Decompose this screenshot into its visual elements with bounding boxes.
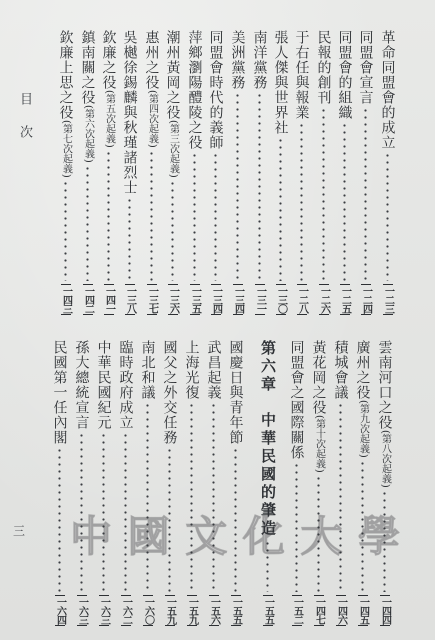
entry-page: 一四四: [379, 597, 391, 624]
entry-title: 欽廉上思之役: [57, 30, 74, 120]
chapter-page: 一五五: [262, 597, 274, 624]
entry-note: (第八次起義): [379, 430, 391, 488]
dot-leader: [107, 150, 110, 281]
dot-leader: [364, 107, 367, 281]
toc-entry: [78, 30, 97, 315]
watermark-char: 化: [242, 512, 285, 561]
dot-leader: [386, 152, 389, 281]
entry-page: 一三四: [210, 286, 222, 313]
dot-leader: [80, 432, 83, 592]
dot-leader: [361, 460, 364, 592]
entry-page: 一四三: [60, 286, 72, 313]
entry-page: 一五九: [164, 597, 176, 624]
toc-entry: [185, 30, 204, 315]
entry-page: 一三五: [189, 286, 201, 313]
dot-leader: [279, 137, 282, 281]
dot-leader: [102, 432, 105, 592]
dot-leader: [58, 447, 61, 592]
entry-title: 中華民國紀元: [95, 340, 112, 430]
dot-leader: [146, 402, 149, 592]
entry-page: 一六〇: [142, 597, 154, 624]
entry-title: 萍鄉瀏陽醴陵之役: [186, 30, 203, 150]
entry-title: 美洲黨務: [229, 30, 246, 90]
entry-note: (第七次起義): [60, 120, 72, 178]
entry-title: 潮州黃岡之役: [164, 30, 181, 120]
entry-title: 廣州之役: [354, 340, 371, 400]
entry-page: 一五五: [230, 597, 242, 624]
entry-note: (第十次起義): [313, 415, 325, 473]
entry-title: 黃花岡之役: [310, 340, 327, 415]
toc-entry: [335, 30, 354, 315]
toc-entry: [116, 340, 135, 626]
toc-entry: [356, 30, 375, 315]
dot-leader: [295, 462, 298, 592]
dot-leader: [343, 122, 346, 281]
entry-page: 一五六: [208, 597, 220, 624]
entry-page: 一二三: [382, 286, 394, 313]
entry-title: 臨時政府成立: [117, 340, 134, 430]
toc-entry: [138, 340, 157, 626]
entry-note: (第五次起義): [103, 90, 115, 148]
margin-running-title: 目次: [17, 92, 32, 158]
toc-entry: [182, 340, 201, 626]
entry-page: 一三七: [146, 286, 158, 313]
entry-title: 鎮南關之役: [79, 30, 96, 105]
toc-entry: [375, 340, 394, 626]
toc-entry: [250, 30, 269, 315]
dot-leader: [234, 447, 237, 592]
toc-entry: [56, 30, 75, 315]
dot-leader: [171, 180, 174, 281]
entry-title: 欽廉之役: [100, 30, 117, 90]
toc-entry: [204, 340, 223, 626]
entry-page: 一六三: [76, 597, 88, 624]
toc-entry: [160, 340, 179, 626]
toc-entry: [353, 340, 372, 626]
dot-leader: [190, 402, 193, 592]
entry-note: (第四次起義): [146, 90, 158, 148]
entry-title: 吳樾徐錫麟與秋瑾諸烈士: [121, 30, 138, 195]
toc-entry: [94, 340, 113, 626]
entry-page: 一二六: [318, 286, 330, 313]
entry-page: 一四七: [313, 597, 325, 624]
entry-title: 同盟會時代的義師: [207, 30, 224, 150]
watermark-char: 大: [300, 512, 343, 561]
toc-entry: [142, 30, 161, 315]
entry-page: 一三一: [254, 286, 266, 313]
entry-title: 積城會議: [332, 340, 349, 400]
entry-title: 雲南河口之役: [376, 340, 393, 430]
entry-page: 一三六: [167, 286, 179, 313]
entry-page: 一三八: [124, 286, 136, 313]
margin-page-number: 三: [13, 524, 26, 538]
entry-title: 民國第一任內閣: [51, 340, 68, 445]
watermark-char: 文: [185, 512, 228, 561]
entry-page: 一五九: [186, 597, 198, 624]
dot-leader: [168, 447, 171, 592]
toc-entry: [163, 30, 182, 315]
dot-leader: [258, 92, 261, 281]
entry-title: 同盟會的組織: [336, 30, 353, 120]
entry-page: 一五二: [291, 597, 303, 624]
dot-leader: [266, 540, 269, 592]
entry-page: 一四一: [103, 286, 115, 313]
entry-page: 一二四: [360, 286, 372, 313]
toc-entry: [72, 340, 91, 626]
entry-title: 武昌起義: [205, 340, 222, 400]
dot-leader: [128, 197, 131, 281]
toc-entry: [226, 340, 245, 626]
dot-leader: [86, 165, 89, 281]
entry-page: 一六四: [54, 597, 66, 624]
dot-leader: [64, 180, 67, 281]
entry-title: 革命同盟會的成立: [379, 30, 396, 150]
entry-title: 同盟會之國際關係: [288, 340, 305, 460]
dot-leader: [300, 122, 303, 281]
toc-entry: [314, 30, 333, 315]
entry-title: 孫大總統宣言: [73, 340, 90, 430]
dot-leader: [150, 150, 153, 281]
entry-title: 惠州之役: [143, 30, 160, 90]
watermark-char: 中: [70, 512, 113, 561]
entry-page: 一六三: [98, 597, 110, 624]
entry-page: 一二八: [296, 286, 308, 313]
entry-note: (第九次起義): [357, 400, 369, 458]
entry-page: 一四二: [82, 286, 94, 313]
toc-entry: [120, 30, 139, 315]
entry-page: 一二五: [339, 286, 351, 313]
dot-leader: [383, 490, 386, 592]
toc-entry: [99, 30, 118, 315]
entry-page: 一三四: [232, 286, 244, 313]
toc-entry: [309, 340, 328, 626]
dot-leader: [236, 92, 239, 281]
entry-title: 南北和議: [139, 340, 156, 400]
entry-title: 民報的創刊: [315, 30, 332, 105]
chapter-title: 第六章 中華民國的肇造: [259, 340, 277, 538]
dot-leader: [322, 107, 325, 281]
entry-page: 一六二: [120, 597, 132, 624]
dot-leader: [124, 432, 127, 592]
entry-title: 張人傑與世界社: [272, 30, 289, 135]
entry-page: 一三〇: [275, 286, 287, 313]
dot-leader: [317, 475, 320, 592]
entry-title: 南洋黨務: [251, 30, 268, 90]
dot-leader: [214, 152, 217, 281]
entry-title: 同盟會宣言: [357, 30, 374, 105]
entry-note: (第三次起義): [167, 120, 179, 178]
toc-entry: [292, 30, 311, 315]
entry-note: (第六次起義): [82, 105, 94, 163]
entry-page: 一四六: [335, 597, 347, 624]
entry-page: 一四五: [357, 597, 369, 624]
watermark-char: 學: [357, 512, 400, 561]
dot-leader: [212, 402, 215, 592]
toc-entry: [228, 30, 247, 315]
dot-leader: [339, 402, 342, 592]
toc-entry: [378, 30, 397, 315]
entry-title: 上海光復: [183, 340, 200, 400]
toc-entry: [331, 340, 350, 626]
toc-entry: [206, 30, 225, 315]
chapter-heading: [258, 340, 277, 626]
dot-leader: [193, 152, 196, 281]
toc-entry: [271, 30, 290, 315]
toc-entry: [287, 340, 306, 626]
toc-entry: [50, 340, 69, 626]
entry-title: 于右任與報業: [293, 30, 310, 120]
entry-title: 國慶日與青年節: [227, 340, 244, 445]
entry-title: 國父之外交任務: [161, 340, 178, 445]
